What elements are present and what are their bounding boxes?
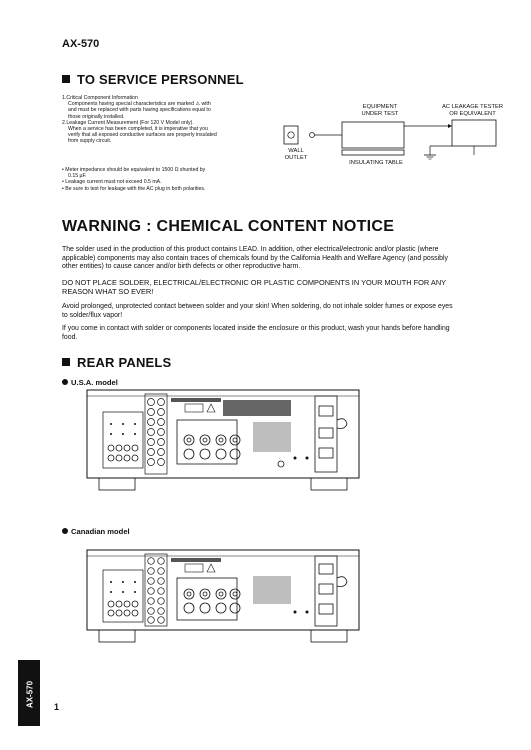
rca-jack-column <box>145 554 167 626</box>
page-number: 1 <box>54 702 60 712</box>
equipment-box <box>342 122 404 148</box>
bullet-item: • Meter impedance should be equivalent to 1500 Ω shunted by <box>62 167 206 173</box>
ac-outlets <box>315 556 347 626</box>
service-line: those originally installed. <box>68 113 125 120</box>
warning-label <box>185 404 203 412</box>
warning-label <box>185 564 203 572</box>
bullet-item: • Be sure to test for leakage with the AC plug in both polarities. <box>62 185 206 192</box>
warning-paragraph: The solder used in the production of this product contains LEAD. In addition, other electrical/electronic and/or plastic (where applicable) components may also contain traces of chemicals found by the California Health and Welfare Agency (and possibly other entities) to cause cancer and/or birth defects or other reproductive harm. <box>62 246 448 271</box>
square-bullet-icon <box>62 358 70 366</box>
caution-triangle-icon <box>207 564 215 572</box>
square-bullet-icon <box>62 75 70 83</box>
foot-left <box>99 630 135 642</box>
insulating-table-label: INSULATING TABLE <box>349 160 403 166</box>
ac-outlets <box>315 396 347 472</box>
service-section-title <box>62 72 244 87</box>
service-line: 1.Critical Component Information <box>62 95 138 101</box>
outlet-socket-icon <box>288 132 294 138</box>
speaker-terminals <box>177 578 240 620</box>
service-bullets <box>62 167 277 192</box>
warning-title: WARNING : CHEMICAL CONTENT NOTICE <box>62 218 395 235</box>
spec-label <box>253 422 291 452</box>
plug-icon <box>310 133 315 138</box>
canadian-rear-panel-drawing <box>85 548 365 648</box>
tester-box <box>452 120 496 146</box>
warning-paragraph: If you come in contact with solder or components located inside the enclosure or this product, wash your hands before handling food. <box>62 325 450 341</box>
canadian-model-label: Canadian model <box>62 527 130 536</box>
insulating-table <box>342 150 404 155</box>
foot-left <box>99 478 135 490</box>
service-line: When a service has been completed, it is imperative that you <box>68 126 208 133</box>
foot-right <box>311 478 347 490</box>
model-header: AX-570 <box>62 38 100 50</box>
warning-paragraph: Avoid prolonged, unprotected contact between solder and your skin! When soldering, do not inhale solder fumes or expose eyes to solder/flux vapor! <box>62 303 453 319</box>
equipment-label: EQUIPMENT UNDER TEST <box>361 104 399 117</box>
wall-outlet-label: WALL OUTLET <box>284 148 308 161</box>
bullet-item: • Leakage current must not exceed 0.5 mA. <box>62 179 162 186</box>
round-bullet-icon <box>62 379 68 385</box>
ul-mark-icon <box>278 461 284 467</box>
service-title-text: TO SERVICE PERSONNEL <box>77 72 244 87</box>
service-line: and must be replaced with parts having specifications equal to <box>68 107 211 114</box>
chassis-outline <box>87 550 359 630</box>
wall-outlet-icon <box>284 126 298 144</box>
rca-jack-column <box>145 394 167 474</box>
input-jack-block <box>103 570 143 622</box>
service-line: from supply circuit. <box>68 138 112 145</box>
caution-text-block <box>223 400 291 416</box>
speaker-terminals <box>177 420 240 464</box>
usa-model-label: U.S.A. model <box>62 378 118 387</box>
rear-title-text: REAR PANELS <box>77 355 172 370</box>
warning-paragraph-caps: DO NOT PLACE SOLDER, ELECTRICAL/ELECTRONIC OR PLASTIC COMPONENTS IN YOUR MOUTH FOR ANY REASON WHAT SO EVER! <box>62 278 447 296</box>
service-line: 2.Leakage Current Measurement (For 120 V Model only). <box>62 119 194 126</box>
side-model-text: AX-570 <box>25 680 35 709</box>
caution-triangle-icon <box>207 404 215 412</box>
service-instructions <box>62 95 277 145</box>
service-line: verify that all exposed conductive surfaces are properly insulated <box>68 132 217 139</box>
usa-rear-panel-drawing <box>85 388 365 496</box>
rear-panels-title <box>62 355 171 370</box>
foot-right <box>311 630 347 642</box>
spec-label <box>253 576 291 604</box>
side-model-tab <box>18 660 40 726</box>
service-line: Components having special characteristics are marked ⚠ with <box>68 101 211 108</box>
label-plate <box>171 558 221 562</box>
label-plate <box>171 398 221 402</box>
round-bullet-icon <box>62 528 68 534</box>
tester-label: AC LEAKAGE TESTER OR EQUIVALENT <box>441 104 504 117</box>
input-jack-block <box>103 412 143 468</box>
bullet-item: 0.15 µF. <box>68 173 87 180</box>
